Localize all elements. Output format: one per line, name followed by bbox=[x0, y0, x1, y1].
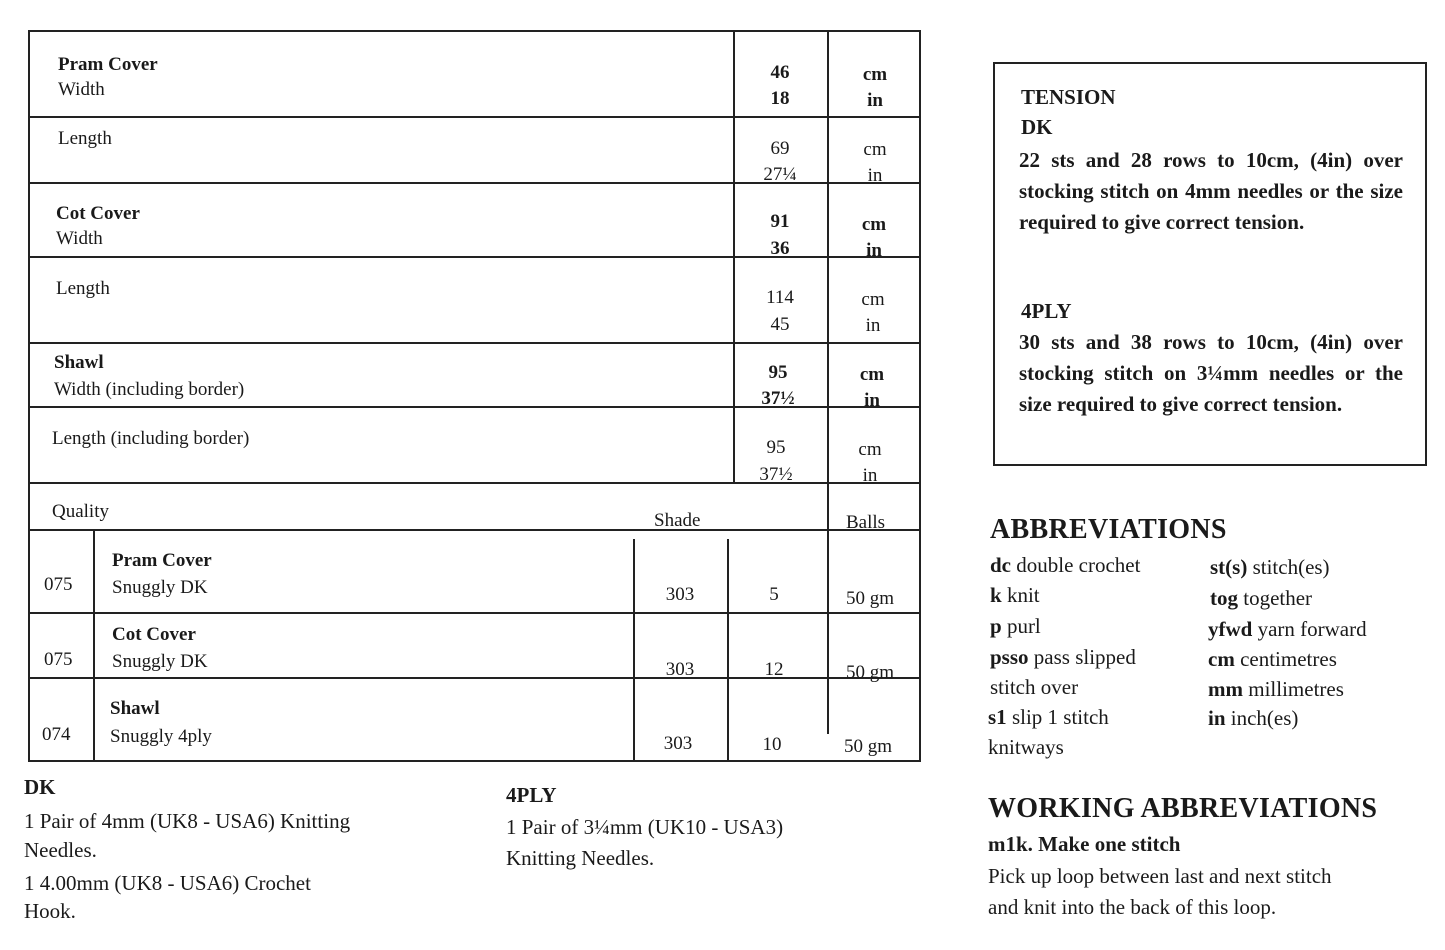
cot-width-cm: 91 bbox=[770, 211, 790, 232]
pram-width-cm: 46 bbox=[770, 62, 790, 83]
unit-in: in bbox=[865, 315, 881, 336]
pram-length-label: Length bbox=[58, 128, 112, 149]
unit-cm: cm bbox=[862, 64, 888, 85]
working-abbreviations-title: WORKING ABBREVIATIONS bbox=[988, 793, 1378, 824]
abbreviation-item: stitch over bbox=[990, 675, 1079, 699]
ply-needles-title: 4PLY bbox=[506, 783, 557, 807]
measurements-table bbox=[28, 30, 921, 762]
cot-length-label: Length bbox=[56, 278, 110, 299]
shawl-length-in: 37½ bbox=[759, 464, 793, 485]
abbreviations-title: ABBREVIATIONS bbox=[990, 514, 1227, 545]
quality-code: 074 bbox=[42, 724, 71, 745]
unit-in: in bbox=[862, 465, 878, 486]
unit-cm: cm bbox=[863, 139, 887, 160]
balls-header: Balls bbox=[846, 512, 886, 533]
quality-code: 075 bbox=[44, 574, 73, 595]
shawl-width-in: 37½ bbox=[761, 388, 795, 409]
quality-shade: 303 bbox=[663, 733, 693, 754]
tension-4ply-text: 30 sts and 38 rows to 10cm, (4in) over stocking stitch on 3¼mm needles or the size required to give correct tension. bbox=[1019, 330, 1403, 416]
dk-needles-line: 1 Pair of 4mm (UK8 - USA6) Knitting bbox=[24, 809, 351, 833]
unit-in: in bbox=[867, 90, 883, 111]
pram-length-in: 27¼ bbox=[763, 164, 797, 185]
quality-yarn: Snuggly DK bbox=[112, 651, 208, 672]
row-divider bbox=[30, 342, 919, 344]
unit-in: in bbox=[864, 390, 880, 411]
column-divider bbox=[93, 529, 95, 760]
quality-code: 075 bbox=[44, 649, 73, 670]
quality-weight: 50 gm bbox=[845, 662, 895, 683]
unit-cm: cm bbox=[861, 289, 885, 310]
shade-header: Shade bbox=[654, 510, 701, 531]
abbreviation-item: k knit bbox=[990, 583, 1040, 607]
quality-item-title: Shawl bbox=[110, 698, 160, 719]
quality-item-title: Cot Cover bbox=[112, 624, 196, 645]
column-divider bbox=[633, 539, 635, 760]
shawl-title: Shawl bbox=[54, 352, 104, 373]
abbreviation-item: in inch(es) bbox=[1208, 706, 1299, 730]
abbreviation-item: st(s) stitch(es) bbox=[1210, 555, 1330, 579]
quality-weight: 50 gm bbox=[843, 736, 893, 757]
tension-box bbox=[993, 62, 1427, 466]
ply-needles-line: Knitting Needles. bbox=[506, 846, 655, 870]
cot-length-cm: 114 bbox=[766, 287, 794, 308]
row-divider bbox=[30, 612, 919, 614]
shawl-length-cm: 95 bbox=[766, 437, 786, 458]
tension-4ply-label: 4PLY bbox=[1021, 299, 1072, 323]
shawl-length-label: Length (including border) bbox=[52, 428, 250, 449]
tension-title: TENSION bbox=[1021, 85, 1116, 109]
pram-width-label: Width bbox=[58, 79, 105, 100]
quality-balls: 5 bbox=[769, 584, 779, 605]
tension-dk-text: 22 sts and 28 rows to 10cm, (4in) over stocking stitch on 4mm needles or the size required to give correct tension. bbox=[1019, 148, 1403, 234]
quality-yarn: Snuggly 4ply bbox=[110, 726, 212, 747]
abbreviation-item: s1 slip 1 stitch bbox=[988, 705, 1109, 729]
cot-cover-title: Cot Cover bbox=[56, 203, 140, 224]
quality-yarn: Snuggly DK bbox=[112, 577, 208, 598]
abbreviation-item: p purl bbox=[990, 614, 1041, 638]
unit-cm: cm bbox=[861, 214, 887, 235]
abbreviation-item: mm millimetres bbox=[1208, 677, 1344, 701]
pram-width-in: 18 bbox=[770, 88, 790, 109]
row-divider bbox=[30, 529, 919, 531]
abbreviation-item: knitways bbox=[988, 735, 1064, 759]
shawl-width-cm: 95 bbox=[768, 362, 788, 383]
cot-width-label: Width bbox=[56, 228, 103, 249]
abbreviation-item: dc double crochet bbox=[990, 553, 1141, 577]
cot-width-in: 36 bbox=[770, 238, 790, 259]
dk-needles-line: Needles. bbox=[24, 838, 97, 862]
quality-shade: 303 bbox=[665, 659, 695, 680]
shawl-width-label: Width (including border) bbox=[54, 379, 245, 400]
abbreviation-item: tog together bbox=[1210, 586, 1313, 610]
quality-balls: 10 bbox=[762, 734, 782, 755]
working-abbreviation-text: Pick up loop between last and next stitch bbox=[988, 864, 1332, 888]
unit-cm: cm bbox=[858, 439, 882, 460]
working-abbreviation-subtitle: m1k. Make one stitch bbox=[988, 832, 1181, 856]
row-divider bbox=[30, 116, 919, 118]
quality-balls: 12 bbox=[764, 659, 784, 680]
quality-shade: 303 bbox=[665, 584, 695, 605]
abbreviation-item: psso pass slipped bbox=[990, 645, 1136, 669]
quality-item-title: Pram Cover bbox=[112, 550, 212, 571]
quality-header: Quality bbox=[52, 501, 109, 522]
abbreviation-item: yfwd yarn forward bbox=[1208, 617, 1367, 641]
unit-in: in bbox=[866, 240, 882, 261]
tension-dk-label: DK bbox=[1021, 115, 1053, 139]
dk-needles-line: 1 4.00mm (UK8 - USA6) Crochet bbox=[24, 871, 311, 895]
pram-length-cm: 69 bbox=[770, 138, 790, 159]
dk-needles-line: Hook. bbox=[24, 899, 76, 923]
working-abbreviation-text: and knit into the back of this loop. bbox=[988, 895, 1277, 919]
pram-cover-title: Pram Cover bbox=[58, 54, 158, 75]
dk-needles-title: DK bbox=[24, 775, 56, 799]
quality-weight: 50 gm bbox=[845, 588, 895, 609]
abbreviation-item: cm centimetres bbox=[1208, 647, 1337, 671]
ply-needles-line: 1 Pair of 3¼mm (UK10 - USA3) bbox=[506, 815, 784, 839]
cot-length-in: 45 bbox=[770, 314, 790, 335]
unit-in: in bbox=[867, 165, 883, 186]
column-divider bbox=[727, 539, 729, 760]
column-divider bbox=[827, 32, 829, 734]
unit-cm: cm bbox=[859, 364, 885, 385]
